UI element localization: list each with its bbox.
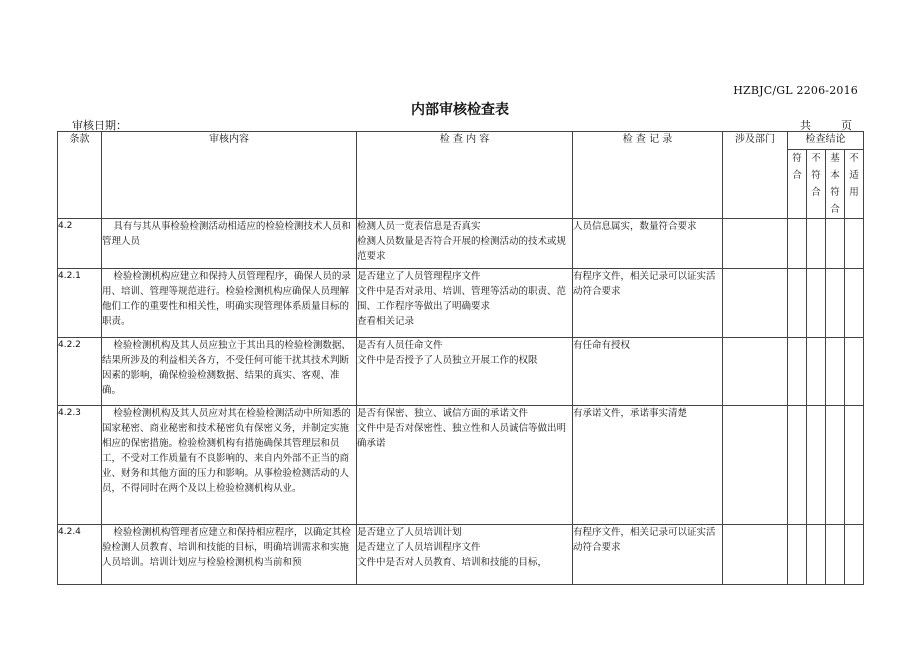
clause-cell: 4.2 [58, 219, 102, 269]
conform-cell [788, 525, 807, 585]
check-content-cell: 是否有人员任命文件 文件中是否授予了人员独立开展工作的权限 [357, 338, 573, 406]
basic-conform-cell [826, 338, 845, 406]
conform-cell [788, 338, 807, 406]
dept-cell [723, 406, 788, 525]
document-code: HZBJC/GL 2206-2016 [733, 84, 858, 97]
nonconform-cell [807, 269, 826, 338]
dept-cell [723, 338, 788, 406]
audit-content-cell: 具有与其从事检验检测活动相适应的检验检测技术人员和管理人员 [102, 219, 357, 269]
header-nonconform: 不符合 [807, 150, 826, 219]
clause-cell: 4.2.2 [58, 338, 102, 406]
audit-meta-line [72, 117, 862, 131]
check-record-cell: 有程序文件，相关记录可以证实活动符合要求 [573, 269, 723, 338]
nonconform-cell [807, 406, 826, 525]
clause-cell: 4.2.1 [58, 269, 102, 338]
table-header-row [58, 132, 864, 150]
table-row [58, 269, 864, 338]
check-record-cell: 有任命有授权 [573, 338, 723, 406]
header-check-record: 检 查 记 录 [573, 132, 723, 219]
nonconform-cell [807, 219, 826, 269]
basic-conform-cell [826, 525, 845, 585]
header-clause: 条款 [58, 132, 102, 219]
check-content-cell: 检测人员一览表信息是否真实 检测人员数量是否符合开展的检测活动的技术或规范要求 [357, 219, 573, 269]
check-content-cell: 是否有保密、独立、诚信方面的承诺文件 文件中是否对保密性、独立性和人员诚信等做出明确承诺 [357, 406, 573, 525]
header-dept: 涉及部门 [723, 132, 788, 219]
basic-conform-cell [826, 269, 845, 338]
header-basic-conform: 基本符合 [826, 150, 845, 219]
not-applicable-cell [845, 219, 864, 269]
conform-cell [788, 219, 807, 269]
header-not-applicable: 不适用 [845, 150, 864, 219]
not-applicable-cell [845, 269, 864, 338]
check-content-cell: 是否建立了人员管理程序文件 文件中是否对录用、培训、管理等活动的职责、范围、工作程序等做出了明确要求 查看相关记录 [357, 269, 573, 338]
nonconform-cell [807, 338, 826, 406]
page-title: 内部审核检查表 [411, 102, 509, 118]
not-applicable-cell [845, 406, 864, 525]
table-row [58, 219, 864, 269]
total-label: 共 [800, 119, 811, 132]
basic-conform-cell [826, 219, 845, 269]
audit-date-label: 审核日期： [72, 119, 127, 132]
header-conclusion: 检查结论 [788, 132, 864, 150]
table-row [58, 406, 864, 525]
nonconform-cell [807, 525, 826, 585]
check-record-cell: 人员信息属实，数量符合要求 [573, 219, 723, 269]
audit-checklist-table [57, 131, 864, 585]
audit-content-cell: 检验检测机构应建立和保持人员管理程序，确保人员的录用、培训、管理等规范进行。检验检测机构应确保人员理解他们工作的重要性和相关性，明确实现管理体系质量目标的职责。 [102, 269, 357, 338]
dept-cell [723, 269, 788, 338]
basic-conform-cell [826, 406, 845, 525]
header-check-content: 检 查 内 容 [357, 132, 573, 219]
audit-content-cell: 检验检测机构及其人员应独立于其出具的检验检测数据、结果所涉及的利益相关各方，不受任何可能干扰其技术判断因素的影响，确保检验检测数据、结果的真实、客观、准确。 [102, 338, 357, 406]
table-row [58, 525, 864, 585]
header-conform: 符合 [788, 150, 807, 219]
audit-content-cell: 检验检测机构及其人员应对其在检验检测活动中所知悉的国家秘密、商业秘密和技术秘密负有保密义务，并制定实施相应的保密措施。检验检测机构有措施确保其管理层和员工，不受对工作质量有不良影响的、来自内外部不正当的商业、财务和其他方面的压力和影响。从事检验检测活动的人员，不得同时在两个及以上检验检测机构从业。 [102, 406, 357, 525]
clause-cell: 4.2.4 [58, 525, 102, 585]
conform-cell [788, 406, 807, 525]
clause-cell: 4.2.3 [58, 406, 102, 525]
table-row [58, 338, 864, 406]
check-record-cell: 有程序文件，相关记录可以证实活动符合要求 [573, 525, 723, 585]
page-label: 页 [841, 119, 852, 132]
not-applicable-cell [845, 525, 864, 585]
audit-content-cell: 检验检测机构管理者应建立和保持相应程序，以确定其检验检测人员教育、培训和技能的目标，明确培训需求和实施人员培训。培训计划应与检验检测机构当前和预 [102, 525, 357, 585]
check-content-cell: 是否建立了人员培训计划 是否建立了人员培训程序文件 文件中是否对人员教育、培训和技能的目标， [357, 525, 573, 585]
conform-cell [788, 269, 807, 338]
dept-cell [723, 525, 788, 585]
dept-cell [723, 219, 788, 269]
header-audit-content: 审核内容 [102, 132, 357, 219]
check-record-cell: 有承诺文件，承诺事实清楚 [573, 406, 723, 525]
not-applicable-cell [845, 338, 864, 406]
